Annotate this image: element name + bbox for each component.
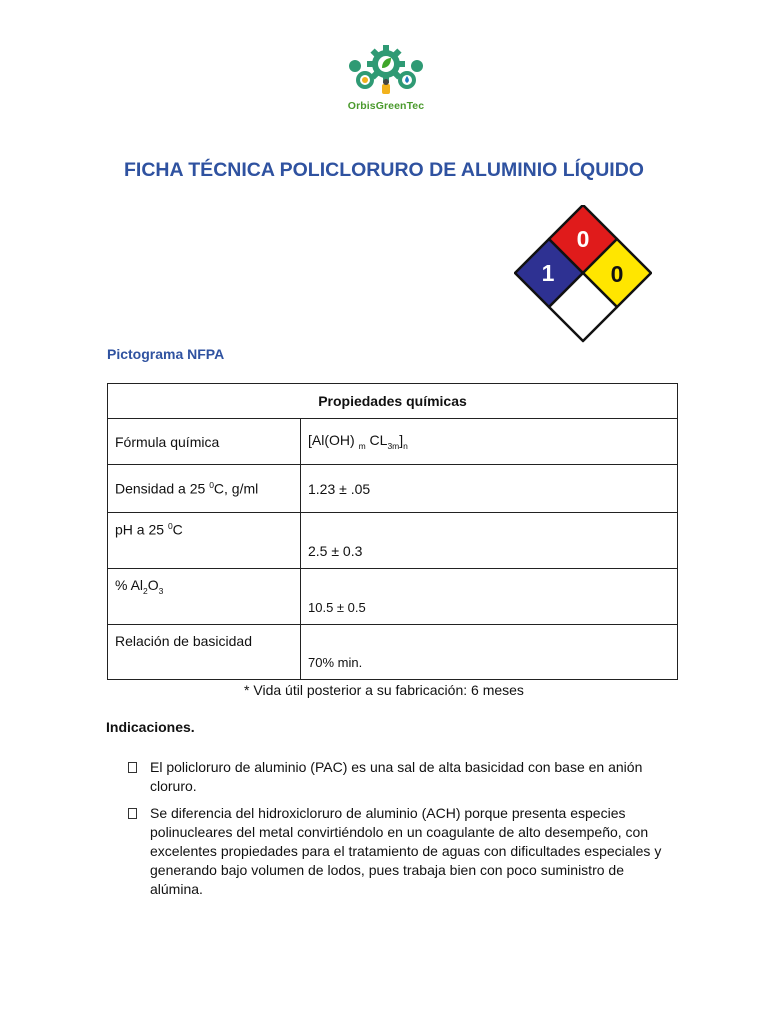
company-logo [338,44,434,118]
nfpa-health-value: 1 [541,260,555,286]
indications-title: Indicaciones. [106,719,195,735]
indications-list [128,758,668,907]
property-value: [Al(OH) $_m$ $CL_{3m}]_n$ [301,419,678,465]
nfpa-label: Pictograma NFPA [107,346,225,362]
property-label: Relación de basicidad [108,625,301,680]
property-label: Densidad a 25 $^0$C, g/ml [108,465,301,513]
bullet-box-icon [128,808,137,819]
property-value: 1.23 ± .05 [301,465,678,513]
property-label: Fórmula química [108,419,301,465]
table-row [108,419,678,465]
gears-logo-icon [338,44,434,100]
nfpa-flammability-value: 0 [576,226,590,252]
property-value: 70% min. [301,625,678,680]
table-row [108,513,678,569]
nfpa-diamond [514,205,652,343]
property-label: pH a 25 $^0$C [108,513,301,569]
page-title: FICHA TÉCNICA POLICLORURO DE ALUMINIO LÍQUIDO [124,159,644,181]
nfpa-reactivity-value: 0 [610,261,624,287]
table-row [108,465,678,513]
list-item: El policloruro de aluminio (PAC) es una sal de alta basicidad con base en anión cloruro. [128,758,668,796]
bullet-box-icon [128,762,137,773]
table-row [108,625,678,680]
property-value: 2.5 ± 0.3 [301,513,678,569]
table-row [108,569,678,625]
properties-table [107,383,678,680]
logo-text: OrbisGreenTec [347,100,425,112]
property-value: 10.5 ± 0.5 [301,569,678,625]
list-item: Se diferencia del hidroxicloruro de aluminio (ACH) porque presenta especies polinucleares del metal convirtiéndolo en un coagulante de alto desempeño, con excelentes propiedades para el tratamiento de aguas con dificultades especiales y generando bajo volumen de lodos, pues trabaja bien con poco suministro de alúmina. [128,804,668,899]
property-label: % $Al_2O_3$ [108,569,301,625]
table-header: Propiedades químicas [108,384,678,419]
shelf-life-note: * Vida útil posterior a su fabricación: 6 meses [244,682,524,698]
